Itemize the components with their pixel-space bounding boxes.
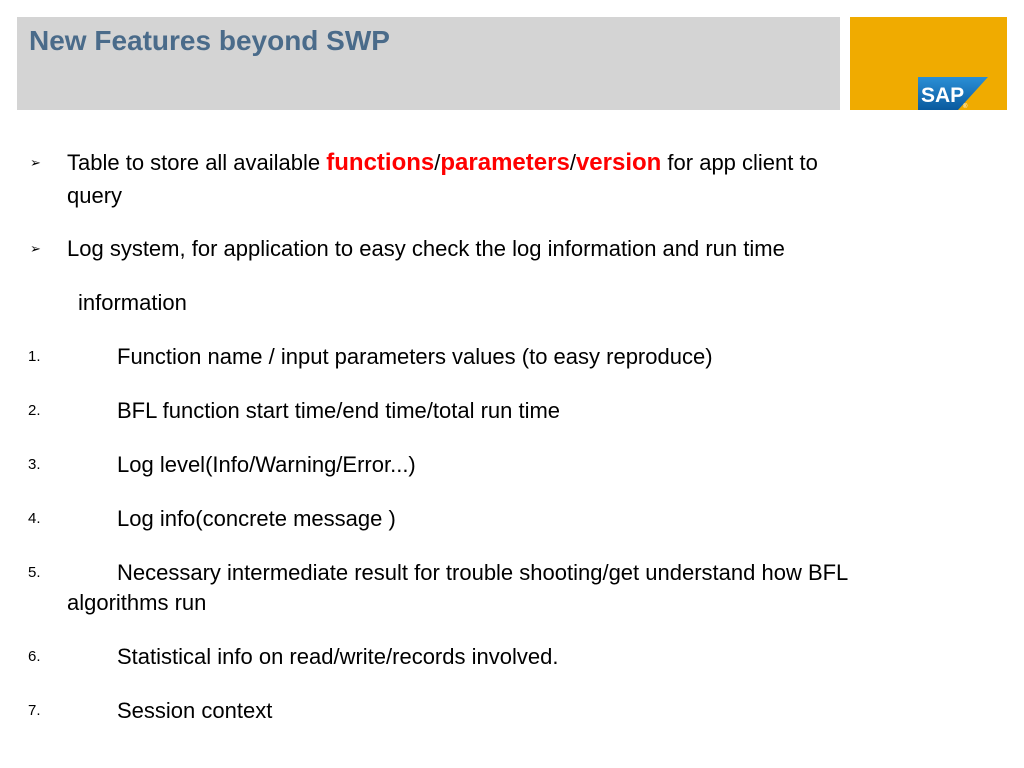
list-item-number: 2. (28, 402, 41, 419)
bullet-1-sep-1: / (434, 150, 441, 175)
bullet-1-sep-2: / (569, 150, 576, 175)
list-item-text: BFL function start time/end time/total run time (117, 398, 561, 423)
list-item-number: 4. (28, 510, 41, 527)
bullet-1-line-2: query (67, 183, 123, 208)
list-item-text: Log level(Info/Warning/Error...) (117, 452, 416, 477)
list-item-text: Log info(concrete message ) (117, 506, 396, 531)
bullet-1-text-before: Table to store all available (67, 150, 327, 175)
bullet-1-line-1 (67, 148, 818, 178)
list-item-text: Statistical info on read/write/records involved. (117, 644, 559, 669)
highlight-version: version (575, 149, 662, 176)
list-item-number: 3. (28, 456, 41, 473)
slide-title: New Features beyond SWP (29, 25, 390, 56)
list-item-number: 1. (28, 348, 41, 365)
list-item-text: Function name / input parameters values (to easy reproduce) (117, 344, 713, 369)
sap-logo-registered: ® (963, 104, 968, 110)
list-item-number: 5. (28, 564, 41, 581)
bullet-2-line-1: Log system, for application to easy check the log information and run time (67, 236, 785, 261)
arrowhead-bullet-icon: ➢ (30, 155, 41, 170)
bullet-1-text-after: for app client to (661, 150, 818, 175)
highlight-parameters: parameters (440, 149, 570, 176)
list-item-text-continued: algorithms run (67, 590, 207, 615)
list-item-number: 6. (28, 648, 41, 665)
bullet-2-line-2: information (78, 290, 187, 315)
list-item-number: 7. (28, 702, 41, 719)
arrowhead-bullet-icon: ➢ (30, 241, 41, 256)
highlight-functions: functions (326, 149, 435, 176)
list-item-text: Session context (117, 698, 273, 723)
sap-logo-text: SAP (921, 84, 965, 107)
list-item-text: Necessary intermediate result for trouble shooting/get understand how BFL (117, 560, 849, 585)
